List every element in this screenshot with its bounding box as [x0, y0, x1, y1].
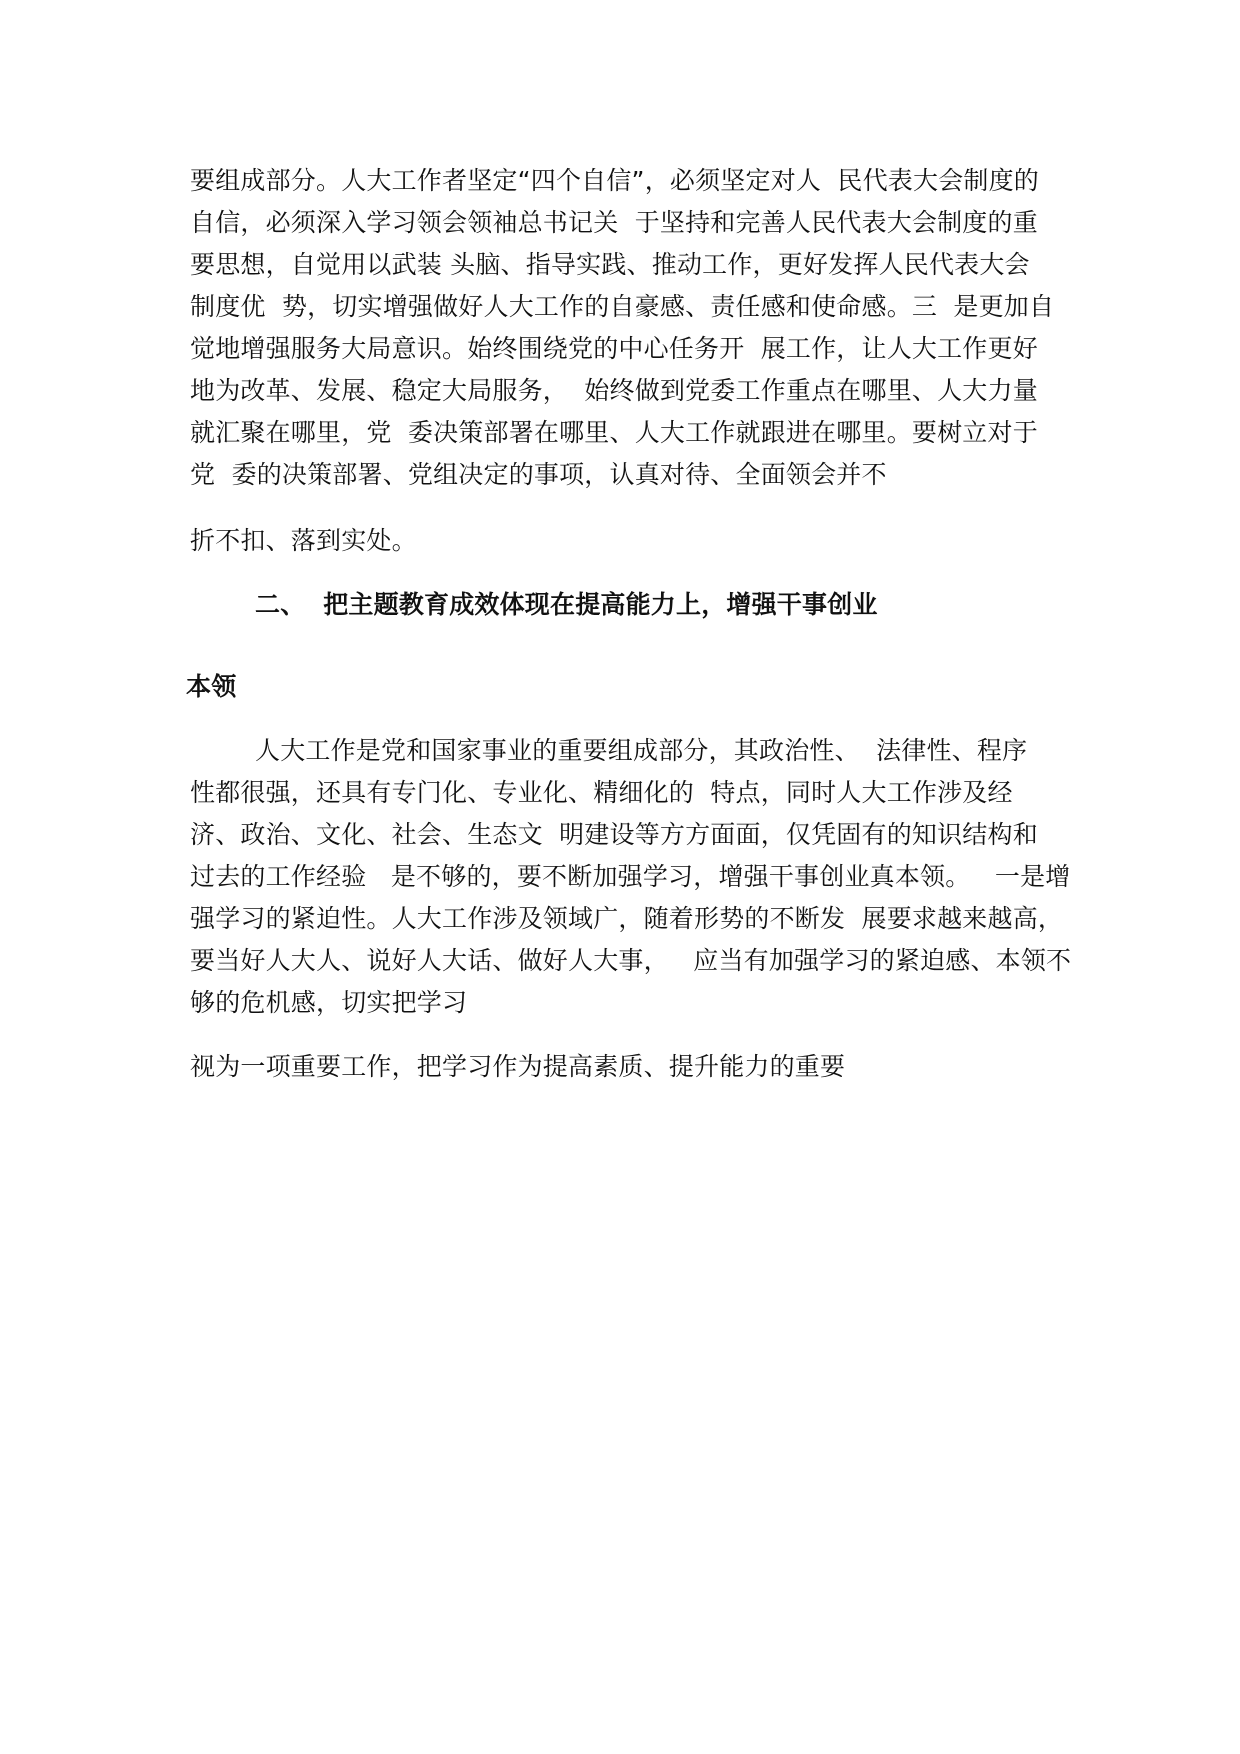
paragraph-1-line: 觉地增强服务大局意识。始终围绕党的中心任务开 展工作，让人大工作更好	[190, 334, 1038, 363]
paragraph-1-tail: 折不扣、落到实处。	[190, 526, 417, 555]
paragraph-1-line: 制度优 势，切实增强做好人大工作的自豪感、责任感和使命感。三 是更加自	[190, 292, 1055, 321]
paragraph-2-line: 够的危机感，切实把学习	[190, 988, 468, 1017]
section-heading-wrap: 本领	[186, 672, 237, 701]
paragraph-2-line: 性都很强，还具有专门化、专业化、精细化的 特点，同时人大工作涉及经	[190, 778, 1013, 807]
paragraph-1-line: 要思想，自觉用以武装 头脑、指导实践、推动工作，更好发挥人民代表大会	[190, 250, 1030, 279]
paragraph-1-line: 要组成部分。人大工作者坚定“四个自信”，必须坚定对人 民代表大会制度的	[190, 166, 1039, 195]
paragraph-2-line: 过去的工作经验 是不够的，要不断加强学习，增强干事创业真本领。 一是增	[190, 862, 1071, 891]
paragraph-2-tail: 视为一项重要工作，把学习作为提高素质、提升能力的重要	[190, 1052, 846, 1081]
paragraph-2-line: 强学习的紧迫性。人大工作涉及领域广，随着形势的不断发 展要求越来越高，	[190, 904, 1064, 933]
paragraph-2-line: 济、政治、文化、社会、生态文 明建设等方方面面，仅凭固有的知识结构和	[190, 820, 1038, 849]
paragraph-2-line: 要当好人大人、说好人大话、做好人大事， 应当有加强学习的紧迫感、本领不	[190, 946, 1072, 975]
section-heading: 二、 把主题教育成效体现在提高能力上，增强干事创业	[255, 590, 878, 619]
paragraph-1-line: 党 委的决策部署、党组决定的事项，认真对待、全面领会并不	[190, 460, 887, 489]
paragraph-2-line: 人大工作是党和国家事业的重要组成部分，其政治性、 法律性、程序	[255, 736, 1028, 765]
paragraph-1-line: 地为改革、发展、稳定大局服务， 始终做到党委工作重点在哪里、人大力量	[190, 376, 1038, 405]
paragraph-1-line: 就汇聚在哪里，党 委决策部署在哪里、人大工作就跟进在哪里。要树立对于	[190, 418, 1038, 447]
paragraph-1-line: 自信，必须深入学习领会领袖总书记关 于坚持和完善人民代表大会制度的重	[190, 208, 1038, 237]
